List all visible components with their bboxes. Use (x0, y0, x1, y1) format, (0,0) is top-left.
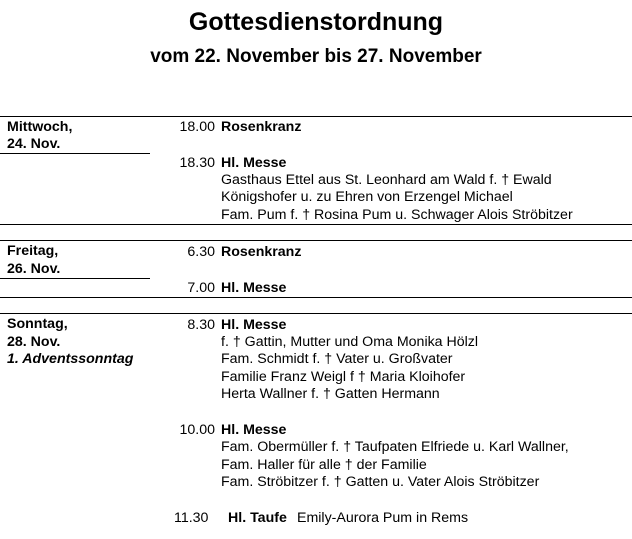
service-time: 10.00 (179, 422, 215, 438)
page-subtitle: vom 22. November bis 27. November (150, 46, 482, 67)
section-divider (0, 116, 632, 117)
section-divider (0, 297, 632, 298)
intention-line: Herta Wallner f. † Gatten Hermann (221, 386, 440, 402)
intention-line: Fam. Schmidt f. † Vater u. Großvater (221, 351, 453, 367)
intention-line: Familie Franz Weigl f † Maria Kloihofer (221, 369, 466, 385)
service-title: Hl. Taufe (228, 510, 287, 526)
service-title: Hl. Messe (221, 317, 287, 333)
day-underline (0, 153, 150, 154)
intention-line: Fam. Obermüller f. † Taufpaten Elfriede u. Karl Wallner, (221, 439, 569, 455)
page-title: Gottesdienstordnung (188, 8, 444, 36)
service-title: Rosenkranz (221, 119, 302, 135)
service-time: 18.30 (179, 155, 215, 171)
section-divider (0, 224, 632, 225)
intention-line: Fam. Ströbitzer f. † Gatten u. Vater Alois Ströbitzer (221, 474, 540, 490)
day-label: Sonntag, (7, 316, 68, 332)
section-divider (0, 240, 632, 241)
intention-line: Fam. Haller für alle † der Familie (221, 457, 427, 473)
intention-line: Königshofer u. zu Ehren von Erzengel Michael (221, 189, 513, 205)
service-title: Hl. Messe (221, 422, 287, 438)
intention-line: Gasthaus Ettel aus St. Leonhard am Wald f. † Ewald (221, 172, 552, 188)
day-date: 26. Nov. (7, 261, 61, 277)
liturgical-day-note: 1. Adventssonntag (7, 351, 134, 367)
service-time: 18.00 (179, 119, 215, 135)
service-time: 11.30 (174, 510, 209, 526)
service-inline-detail: Emily-Aurora Pum in Rems (297, 510, 469, 526)
intention-line: f. † Gattin, Mutter und Oma Monika Hölzl (221, 334, 479, 350)
service-time: 8.30 (187, 317, 215, 333)
day-underline (0, 278, 150, 279)
day-date: 24. Nov. (7, 136, 61, 152)
day-date: 28. Nov. (7, 334, 61, 350)
service-title: Rosenkranz (221, 244, 302, 260)
day-label: Freitag, (7, 243, 59, 259)
section-divider (0, 313, 632, 314)
day-label: Mittwoch, (7, 119, 73, 135)
service-time: 7.00 (187, 280, 215, 296)
intention-line: Fam. Pum f. † Rosina Pum u. Schwager Alois Ströbitzer (221, 207, 573, 223)
service-time: 6.30 (187, 244, 215, 260)
service-title: Hl. Messe (221, 155, 287, 171)
service-title: Hl. Messe (221, 280, 287, 296)
